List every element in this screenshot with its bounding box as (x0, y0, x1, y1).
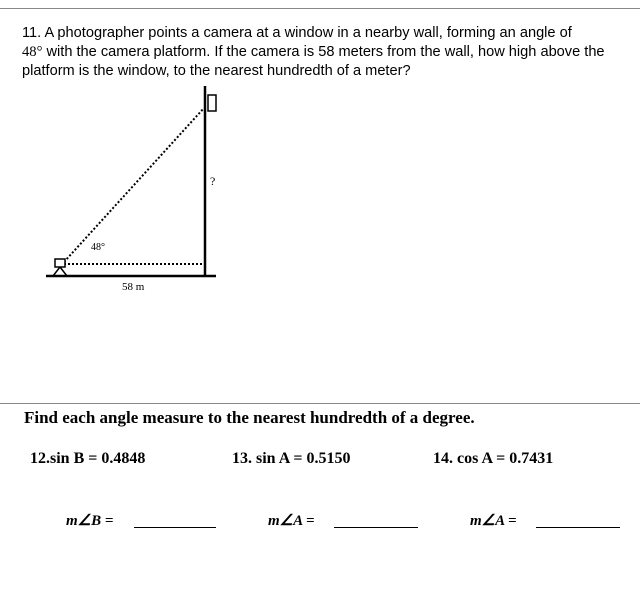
problem-11-intro: 11. A photographer points a camera at a window in a nearby wall, forming an angle of (22, 25, 572, 41)
question-12: 12.sin B = 0.4848 (30, 450, 146, 467)
window-shape (208, 95, 216, 111)
hypotenuse-dotted-line (64, 108, 204, 262)
problem-11-rest: with the camera platform. If the camera is 58 meters from the wall, how high above the platform is the window, to the nearest hundredth of a meter? (22, 44, 605, 79)
answer-12-blank[interactable] (134, 527, 216, 528)
answer-13-label: m∠A = (268, 513, 315, 529)
problem-11-angle: 48° (22, 44, 43, 60)
camera-tripod-icon (53, 259, 67, 276)
answer-12-label: m∠B = (66, 513, 114, 529)
answer-13-blank[interactable] (334, 527, 418, 528)
section-title: Find each angle measure to the nearest hundredth of a degree. (24, 408, 475, 427)
question-13: 13. sin A = 0.5150 (232, 450, 351, 467)
base-length-label: 58 m (122, 281, 145, 293)
angle-label: 48° (91, 242, 105, 253)
section-divider (0, 403, 640, 404)
answer-14-label: m∠A = (470, 513, 517, 529)
unknown-height-label: ? (210, 174, 216, 188)
question-14: 14. cos A = 0.7431 (433, 450, 554, 467)
answer-14-blank[interactable] (536, 527, 620, 528)
